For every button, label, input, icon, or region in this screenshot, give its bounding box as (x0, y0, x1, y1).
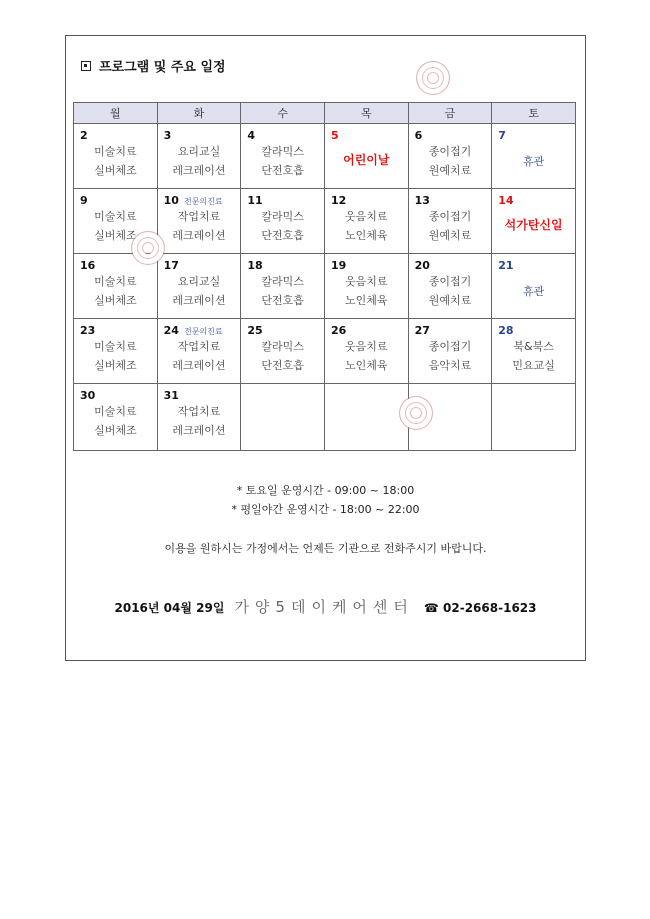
day-header (331, 129, 402, 142)
day-cell (74, 319, 158, 384)
program-item: 단전호흡 (261, 164, 304, 177)
day-number: 13 (414, 194, 430, 207)
program-item: 요리교실 (177, 145, 221, 158)
notice-text: 이용을 원하시는 가정에서는 언제든 기관으로 전화주시기 바랍니다. (164, 542, 487, 555)
program-item: 미술치료 (94, 340, 137, 353)
program-item: 칼라믹스 (261, 275, 304, 288)
program-item: 작업치료 (177, 340, 221, 353)
day-header (80, 194, 151, 207)
week-row (74, 319, 576, 384)
day-number: 31 (163, 389, 179, 402)
day-number: 4 (247, 129, 255, 142)
day-header (80, 129, 151, 142)
day-cell (74, 384, 158, 451)
program-item: 레크레이션 (172, 424, 226, 437)
day-header (331, 324, 402, 337)
day-number: 6 (414, 129, 423, 142)
day-header (247, 129, 318, 142)
program-item: 칼라믹스 (261, 145, 304, 158)
day-header (164, 259, 235, 272)
program-item: 실버체조 (94, 359, 137, 372)
day-number: 21 (498, 259, 514, 272)
day-cell (324, 254, 408, 319)
day-cell (157, 124, 241, 189)
title-text: 프로그램 및 주요 일정 (99, 60, 226, 75)
day-header (164, 194, 235, 207)
day-cell (408, 254, 492, 319)
swirl-decoration-icon (416, 61, 450, 95)
day-number: 25 (247, 324, 263, 337)
day-header (415, 259, 486, 272)
day-header (415, 129, 486, 142)
day-number: 11 (247, 194, 263, 207)
program-item: 레크레이션 (172, 359, 226, 372)
program-item: 작업치료 (177, 405, 221, 418)
day-cell (492, 384, 576, 451)
weeknight-hours: * 평일야간 운영시간 - 18:00 ~ 22:00 (231, 503, 420, 516)
program-item: 원예치료 (428, 164, 472, 177)
program-item: 미술치료 (94, 405, 137, 418)
day-number: 3 (163, 129, 172, 142)
phone-number: ☎ 02-2668-1623 (423, 601, 537, 615)
day-header (498, 259, 569, 272)
day-cell (324, 189, 408, 254)
saturday-hours: * 토요일 운영시간 - 09:00 ~ 18:00 (236, 484, 415, 497)
program-item: 종이접기 (428, 340, 472, 353)
day-number: 10 (163, 194, 179, 207)
day-cell (241, 319, 325, 384)
day-cell (408, 189, 492, 254)
org-name: 가양5데이케어센터 (234, 598, 414, 616)
day-cell (74, 124, 158, 189)
day-cell (324, 384, 408, 451)
calendar-table (73, 102, 576, 451)
day-header (164, 389, 235, 402)
weekday-header: 금 (408, 103, 492, 124)
day-number: 14 (498, 194, 514, 207)
section-title (81, 56, 226, 75)
day-number: 7 (498, 129, 506, 142)
day-cell (324, 124, 408, 189)
day-header (498, 324, 569, 337)
weekday-header: 수 (241, 103, 325, 124)
holiday-label: 석가탄신일 (504, 218, 563, 232)
day-cell (492, 254, 576, 319)
day-number: 27 (414, 324, 430, 337)
program-item: 실버체조 (94, 229, 137, 242)
day-cell (241, 384, 325, 451)
program-item: 민요교실 (512, 359, 555, 372)
weekday-header: 목 (324, 103, 408, 124)
document-frame (65, 35, 586, 661)
program-item: 음악치료 (428, 359, 472, 372)
program-item: 노인체육 (345, 229, 388, 242)
day-header (80, 324, 151, 337)
program-item: 원예치료 (428, 229, 472, 242)
day-number: 16 (80, 259, 96, 272)
specialist-note: 전문의진료 (183, 327, 223, 336)
footer (66, 596, 585, 617)
day-cell (324, 319, 408, 384)
day-cell (241, 189, 325, 254)
day-number: 28 (498, 324, 514, 337)
holiday-label: 어린이날 (343, 153, 390, 167)
week-row (74, 124, 576, 189)
program-item: 작업치료 (177, 210, 221, 223)
day-number: 23 (80, 324, 96, 337)
program-item: 레크레이션 (172, 294, 226, 307)
program-item: 미술치료 (94, 210, 137, 223)
day-header (498, 194, 569, 207)
program-item: 레크레이션 (172, 164, 226, 177)
program-item: 레크레이션 (172, 229, 226, 242)
program-item: 원예치료 (428, 294, 472, 307)
day-number: 5 (330, 129, 339, 142)
program-item: 웃음치료 (345, 340, 388, 353)
program-item: 미술치료 (94, 145, 137, 158)
program-item: 미술치료 (94, 275, 137, 288)
footer-date: 2016년 04월 29일 (114, 601, 225, 615)
swirl-decoration-icon (131, 231, 165, 265)
day-number: 18 (247, 259, 263, 272)
square-bullet-icon (81, 61, 91, 71)
program-item: 실버체조 (94, 164, 137, 177)
day-cell (157, 319, 241, 384)
day-header (80, 389, 151, 402)
day-number: 9 (80, 194, 88, 207)
day-cell (157, 254, 241, 319)
day-number: 26 (330, 324, 347, 337)
day-header (247, 194, 318, 207)
program-item: 실버체조 (94, 424, 137, 437)
day-header (498, 129, 569, 142)
day-header (331, 259, 402, 272)
day-header (164, 129, 235, 142)
program-item: 종이접기 (428, 145, 472, 158)
program-item: 단전호흡 (261, 359, 304, 372)
closed-label: 휴관 (523, 155, 545, 168)
program-item: 단전호흡 (261, 294, 304, 307)
day-cell (241, 124, 325, 189)
day-cell (408, 124, 492, 189)
program-item: 웃음치료 (345, 210, 388, 223)
day-cell (157, 189, 241, 254)
program-item: 웃음치료 (345, 275, 388, 288)
program-item: 노인체육 (345, 294, 388, 307)
program-item: 요리교실 (177, 275, 221, 288)
program-item: 칼라믹스 (261, 210, 304, 223)
day-number: 2 (80, 129, 88, 142)
day-cell (408, 319, 492, 384)
program-item: 종이접기 (428, 210, 472, 223)
weekday-header: 화 (157, 103, 241, 124)
day-cell (492, 124, 576, 189)
program-item: 북&북스 (513, 340, 554, 353)
day-number: 24 (163, 324, 179, 337)
program-item: 실버체조 (94, 294, 137, 307)
closed-label: 휴관 (523, 285, 545, 298)
day-number: 30 (80, 389, 96, 402)
day-number: 20 (414, 259, 430, 272)
week-row (74, 384, 576, 451)
day-header (247, 259, 318, 272)
program-item: 단전호흡 (261, 229, 304, 242)
day-cell (241, 254, 325, 319)
program-item: 노인체육 (345, 359, 388, 372)
day-number: 12 (330, 194, 347, 207)
day-number: 19 (330, 259, 347, 272)
day-header (415, 194, 486, 207)
program-item: 칼라믹스 (261, 340, 304, 353)
day-cell (492, 319, 576, 384)
day-header (415, 324, 486, 337)
weekday-header: 토 (492, 103, 576, 124)
day-cell (157, 384, 241, 451)
day-header (247, 324, 318, 337)
day-header (164, 324, 235, 337)
day-header (331, 194, 402, 207)
day-number: 17 (163, 259, 179, 272)
swirl-decoration-icon (399, 396, 433, 430)
weekday-header: 월 (74, 103, 158, 124)
program-item: 종이접기 (428, 275, 472, 288)
day-cell (492, 189, 576, 254)
specialist-note: 전문의진료 (183, 197, 223, 206)
